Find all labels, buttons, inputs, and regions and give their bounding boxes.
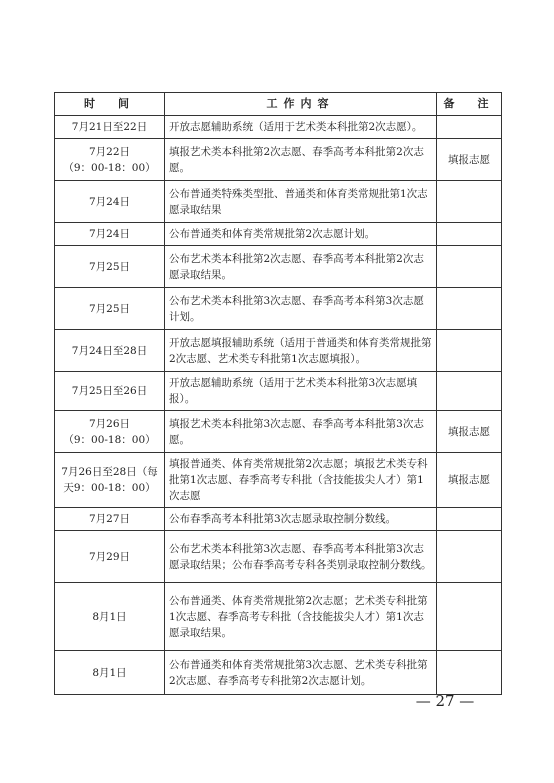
table-row — [55, 223, 502, 246]
time-cell — [55, 330, 165, 372]
note-cell — [437, 223, 502, 246]
time-cell — [55, 139, 165, 181]
time-text: 7月27日 — [88, 513, 131, 525]
time-cell — [55, 651, 165, 695]
time-text: 7月25日 — [88, 302, 131, 315]
note-cell — [437, 651, 502, 695]
content-cell: 开放志愿填报辅助系统（适用于普通类和体育类常规批第2次志愿、艺术类专科批第1次志愿填报）。 — [165, 330, 437, 372]
time-text: 7月26日至28日（每天9：00-18：00） — [61, 466, 158, 494]
note-cell: 填报志愿 — [437, 139, 502, 181]
time-text: 7月22日 — [88, 145, 131, 158]
time-cell — [55, 181, 165, 223]
time-cell — [55, 508, 165, 531]
table-row — [55, 181, 502, 223]
header-note: 备 注 — [437, 93, 502, 116]
time-cell — [55, 116, 165, 139]
note-cell — [437, 330, 502, 372]
time-text: 7月21日至22日 — [71, 121, 148, 133]
note-cell — [437, 508, 502, 531]
page-number: — 27 — — [415, 692, 475, 710]
content-cell: 公布春季高考本科批第3次志愿录取控制分数线。 — [165, 508, 437, 531]
table-header-row — [55, 93, 502, 116]
note-cell — [437, 531, 502, 583]
table-row — [55, 246, 502, 288]
table-row — [55, 508, 502, 531]
time-text: 7月24日 — [88, 228, 131, 240]
time-text: 7月24日至28日 — [71, 344, 148, 357]
content-cell: 公布艺术类本科批第3次志愿、春季高考本科第3次志愿计划。 — [165, 288, 437, 330]
note-cell — [437, 246, 502, 288]
note-cell — [437, 583, 502, 651]
note-cell — [437, 372, 502, 411]
content-cell: 填报普通类、体育类常规批第2次志愿；填报艺术类专科批第1次志愿、春季高考专科批（含技能拔尖人才）第1次志愿 — [165, 453, 437, 508]
time-text: （9：00-18：00） — [63, 161, 156, 174]
time-text: 7月29日 — [88, 550, 131, 563]
note-cell — [437, 288, 502, 330]
content-cell: 填报艺术类本科批第2次志愿、春季高考本科批第2次志愿。 — [165, 139, 437, 181]
time-cell — [55, 453, 165, 508]
header-time: 时 间 — [55, 93, 165, 116]
time-text: 7月24日 — [88, 195, 131, 208]
content-cell: 公布普通类和体育类常规批第3次志愿、艺术类专科批第2次志愿、春季高考专科批第2次志愿计划。 — [165, 651, 437, 695]
time-text: 8月1日 — [92, 666, 127, 679]
time-text: 8月1日 — [92, 610, 127, 623]
time-text: 7月25日 — [88, 260, 131, 273]
content-cell: 公布普通类特殊类型批、普通类和体育类常规批第1次志愿录取结果 — [165, 181, 437, 223]
content-cell: 填报艺术类本科批第3次志愿、春季高考本科批第3次志愿。 — [165, 411, 437, 453]
time-cell — [55, 583, 165, 651]
note-cell: 填报志愿 — [437, 411, 502, 453]
table-row — [55, 531, 502, 583]
time-cell — [55, 372, 165, 411]
content-cell: 公布普通类和体育类常规批第2次志愿计划。 — [165, 223, 437, 246]
table-body — [55, 116, 502, 695]
time-text: 7月25日至26日 — [71, 385, 148, 397]
table-row — [55, 139, 502, 181]
table-row — [55, 116, 502, 139]
time-cell — [55, 223, 165, 246]
content-cell: 公布艺术类本科批第3次志愿、春季高考本科批第3次志愿录取结果；公布春季高考专科各类别录取控制分数线。 — [165, 531, 437, 583]
admission-schedule-table — [54, 92, 502, 695]
time-cell — [55, 411, 165, 453]
table-row — [55, 288, 502, 330]
table-row — [55, 372, 502, 411]
content-cell: 开放志愿辅助系统（适用于艺术类本科批第3次志愿填报）。 — [165, 372, 437, 411]
header-content: 工作内容 — [165, 93, 437, 116]
table-row — [55, 411, 502, 453]
time-text: 7月26日 — [88, 417, 131, 430]
content-cell: 公布普通类、体育类常规批第2次志愿；艺术类专科批第1次志愿、春季高考专科批（含技能拔尖人才）第1次志愿录取结果。 — [165, 583, 437, 651]
content-cell: 开放志愿辅助系统（适用于艺术类本科批第2次志愿）。 — [165, 116, 437, 139]
time-text: （9：00-18：00） — [63, 433, 156, 446]
table-row — [55, 453, 502, 508]
table-row — [55, 651, 502, 695]
note-cell — [437, 116, 502, 139]
time-cell — [55, 288, 165, 330]
time-cell — [55, 246, 165, 288]
content-cell: 公布艺术类本科批第2次志愿、春季高考本科批第2次志愿录取结果。 — [165, 246, 437, 288]
table-row — [55, 583, 502, 651]
time-cell — [55, 531, 165, 583]
table-row — [55, 330, 502, 372]
note-cell: 填报志愿 — [437, 453, 502, 508]
note-cell — [437, 181, 502, 223]
